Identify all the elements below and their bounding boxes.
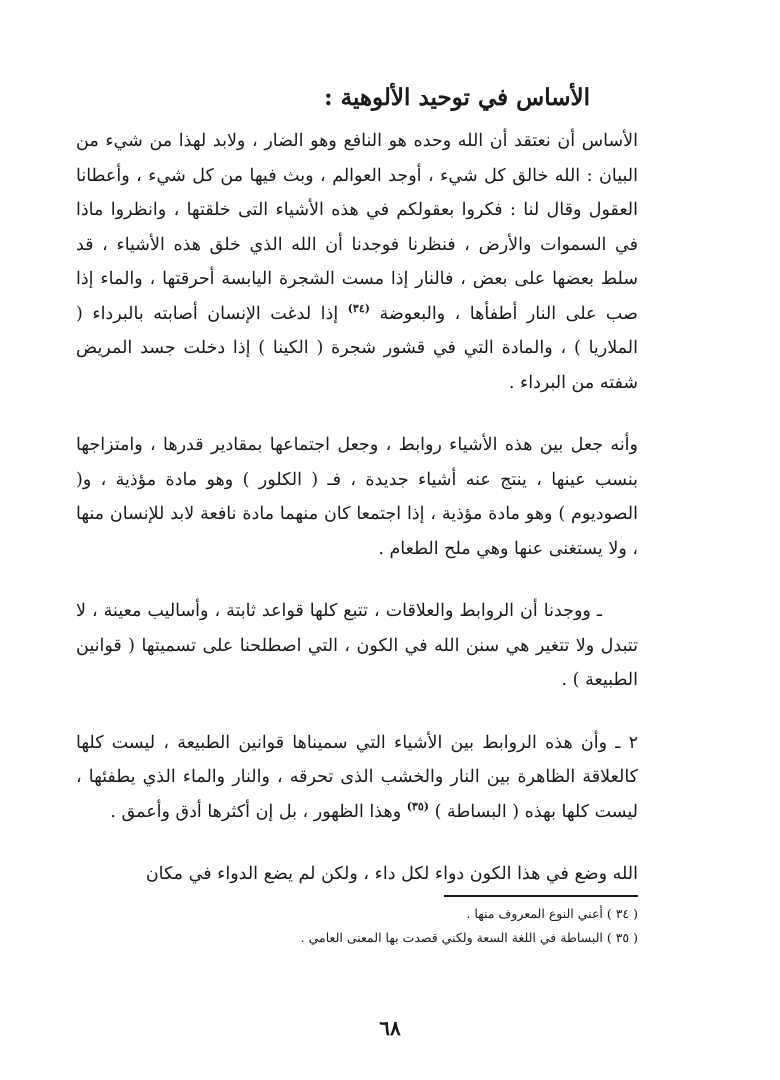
paragraph-5: الله وضع في هذا الكون دواء لكل داء ، ولكن لم يضع الدواء في مكان — [145, 864, 638, 884]
footnote-34: ( ٣٤ ) أعني النوع المعروف منها . — [466, 906, 638, 921]
footnotes — [200, 902, 638, 950]
page-body — [76, 124, 638, 920]
paragraph-4-text-a: ٢ ـ وأن هذه الروابط بين الأشياء التي سميناها قوانين الطبيعة ، ليست كلها كالعلاقة الظاهرة بين النار والخشب الذى تحرقه ، والنار والماء الذي يطفئها ، ليست كلها بهذه ( البساطة ) — [76, 732, 638, 822]
footnote-marker-34: (٣٤) — [347, 301, 370, 315]
paragraph-4-text-b: وهذا الظهور ، بل إن أكثرها أدق وأعمق . — [110, 801, 402, 822]
footnote-marker-35: (٣٥) — [406, 799, 429, 813]
footnote-35: ( ٣٥ ) البساطة في اللغة السعة ولكني قصدت بها المعنى العامي . — [300, 930, 638, 945]
paragraph-1-text-b: إذا لدغت الإنسان أصابته بالبرداء ( الملاريا ) ، والمادة التي في قشور شجرة ( الكينا ) إذا دخلت جسد المريض شفته من البرداء . — [76, 303, 638, 393]
section-heading: الأساس في توحيد الألوهية : — [324, 84, 590, 111]
footnote-divider — [444, 895, 638, 897]
paragraph-1 — [76, 124, 638, 400]
paragraph-1-text-a: الأساس أن نعتقد أن الله وحده هو النافع وهو الضار ، ولابد لهذا من شيء من البيان : الله خالق كل شيء ، أوجد العوالم ، وبث فيها من كل شيء ، وأعطانا العقول وقال لنا : فكروا بعقولكم في هذه الأشياء التى خلقتها ، وانظروا ماذا في السموات والأرض ، فنظرنا فوجدنا أن الله الذي خلق هذه الأشياء ، قد سلط بعضها على بعض ، فالنار إذا مست الشجرة اليابسة أحرقتها ، والماء إذا صب على النار أطفأها ، والبعوضة — [76, 131, 638, 324]
paragraph-3: ـ ووجدنا أن الروابط والعلاقات ، تتبع كلها قواعد ثابتة ، وأساليب معينة ، لا تتبدل ولا تتغير هي سنن الله في الكون ، التي اصطلحنا على تسميتها ( قوانين الطبيعة ) . — [76, 601, 638, 690]
page-number: ٦٨ — [379, 1016, 401, 1040]
paragraph-4 — [76, 726, 638, 830]
paragraph-2: وأنه جعل بين هذه الأشياء روابط ، وجعل اجتماعها بمقادير قدرها ، وامتزاجها بنسب عينها ، ينتج عنه أشياء جديدة ، فـ ( الكلور ) وهو مادة مؤذية ، و( الصوديوم ) وهو مادة مؤذية ، إذا اجتمعا كان منهما مادة نافعة لابد للإنسان منها ، ولا يستغنى عنها وهي ملح الطعام . — [76, 435, 638, 559]
